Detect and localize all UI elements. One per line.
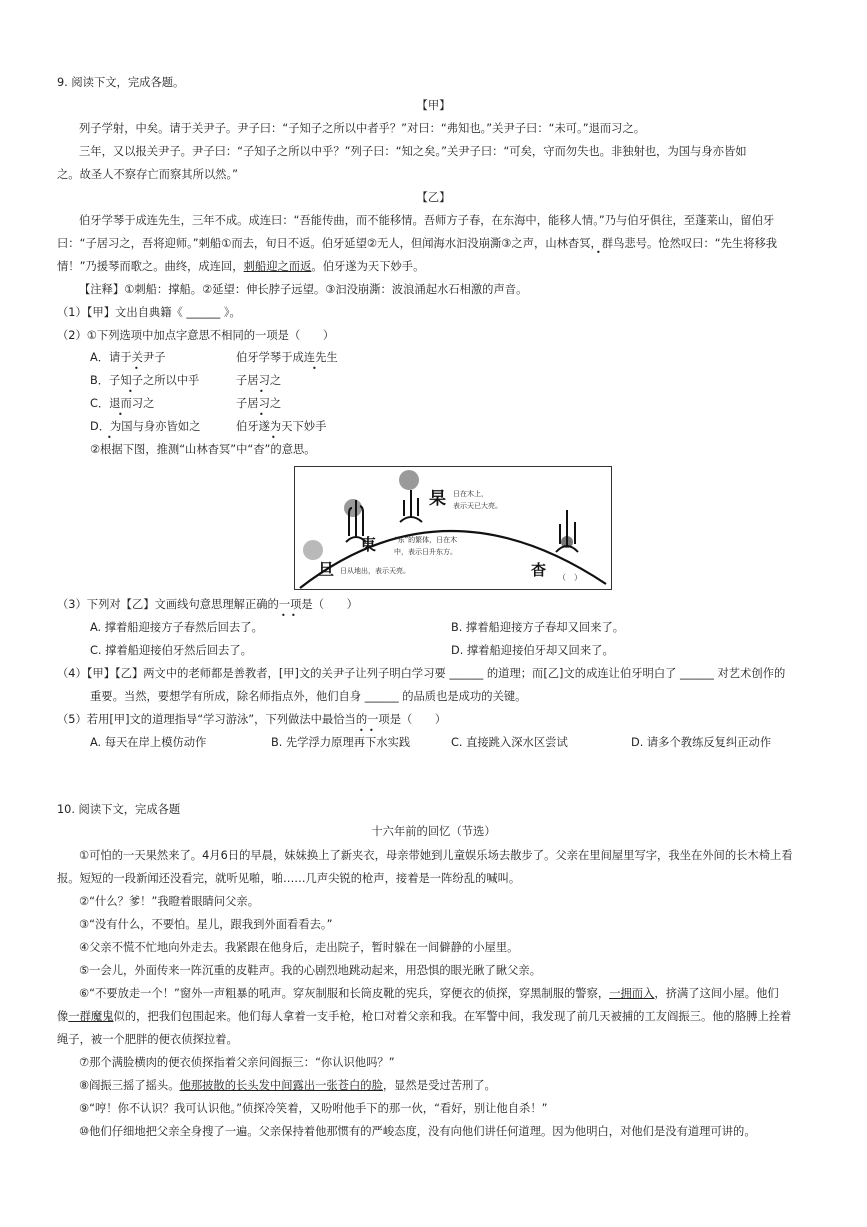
- note-dong-line-2: 中，表示日升东方。: [394, 548, 457, 556]
- p8-start: ⑧阎振三摇了摇头。: [79, 1079, 180, 1092]
- char-dan: 旦: [318, 560, 335, 579]
- q10-paragraph-6-line-2: [57, 1009, 791, 1025]
- q10-paragraph-4: ④父亲不慌不忙地向外走去。我紧跟在他身后，走出院子，暂时躲在一间僻静的小屋里。: [79, 941, 519, 954]
- emphasis-dot: •: [107, 433, 112, 442]
- s3-option-b: B. 撑着船迎接方子春却又回来了。: [451, 621, 625, 634]
- option-c-right: 子居习之: [236, 397, 282, 410]
- char-gao: 杲: [429, 489, 446, 509]
- s3-option-c: C. 撑着船迎接伯牙然后回去了。: [90, 644, 252, 657]
- jia-paragraph-2-line-1: 三年，又以报关尹子。尹子曰：“子知子之所以中乎？”列子曰：“知之矣。”关尹子曰：“可矣，守而勿失也。非独射也，为国与身亦皆如: [79, 145, 747, 158]
- subquestion-1: （1）【甲】文出自典籍《 ______ 》。: [57, 306, 241, 319]
- q10-paragraph-3: ③“没有什么，不要怕。星儿，跟我到外面看看去。”: [79, 918, 333, 931]
- yi-line-2: 曰：“子居习之，吾将迎师。”刺船①而去，旬日不返。伯牙延望②无人，但闻海水汩没崩澌③之声，山林杳冥，群鸟悲号。怆然叹曰：“先生将移我: [57, 237, 778, 250]
- passage-yi-label: 【乙】: [416, 191, 451, 204]
- subquestion-2: （2）①下列选项中加点字意思不相同的一项是（ ）: [57, 329, 335, 342]
- emphasis-dot: •: [291, 611, 296, 620]
- s5-option-a: A. 每天在岸上模仿动作: [90, 736, 207, 749]
- emphasis-dot: •: [312, 364, 317, 373]
- q10-paragraph-6-line-1: [79, 986, 779, 1002]
- q10-paragraph-2: ②“什么？爹！”我瞪着眼睛问父亲。: [79, 895, 259, 908]
- emphasis-dot: •: [359, 726, 364, 735]
- annotation-note: 【注释】①刺船：撑船。②延望：伸长脖子远望。③汩没崩澌：波浪涌起水石相激的声音。: [79, 283, 528, 296]
- subquestion-4-line-2: 重要。当然，要想学有所成，除名师指点外，他们自身 ______ 的品质也是成功的关键。: [90, 690, 527, 703]
- q10-paragraph-9: ⑨“哼！你不认识？我可认识他。”侦探冷笑着，又吩咐他手下的那一伙，“看好，别让他自杀！”: [79, 1102, 548, 1115]
- passage-title: 十六年前的回忆（节选）: [371, 825, 496, 838]
- jia-paragraph-2-line-2: 之。故圣人不察存亡而察其所以然。”: [57, 168, 238, 181]
- emphasis-dot: •: [134, 364, 139, 373]
- emphasis-dot: •: [596, 248, 601, 257]
- q10-paragraph-10: ⑩他们仔细地把父亲全身搜了一遍。父亲保持着他那惯有的严峻态度，没有向他们讲任何道理。因为他明白，对他们是没有道理可讲的。: [79, 1125, 756, 1138]
- character-evolution-figure: [294, 466, 612, 590]
- emphasis-dot: •: [118, 410, 123, 419]
- emphasis-dot: •: [369, 726, 374, 735]
- emphasis-dot: •: [259, 410, 264, 419]
- p6-l1-start: ⑥“不要放走一个！”窗外一声粗暴的吼声。穿灰制服和长筒皮靴的宪兵，穿便衣的侦探，穿黑制服的警察，: [79, 987, 610, 1000]
- emphasis-dot: •: [128, 387, 133, 396]
- char-yao: 杳: [531, 561, 547, 579]
- q10-paragraph-7: ⑦那个满脸横肉的便衣侦探指着父亲问阎振三：“你认识他吗？”: [79, 1056, 395, 1069]
- option-b-right: 子居习之: [236, 374, 282, 387]
- underlined-sentence: 刺船迎之而返: [243, 260, 312, 273]
- yi-line-3-end: 。伯牙遂为天下妙手。: [311, 260, 425, 273]
- q10-paragraph-6-line-3: 绳子，被一个肥胖的便衣侦探拉着。: [57, 1033, 238, 1046]
- note-gao-line-1: 日在木上，: [453, 490, 488, 498]
- sun-rising-icon: [303, 540, 323, 560]
- p6-l2-end: 似的，把我们包围起来。他们每人拿着一支手枪，枪口对着父亲和我。在军警中间，我发现了前几天被捕的工友阎振三。他的胳膊上拴着: [113, 1010, 792, 1023]
- option-a-right: 伯牙学琴于成连先生: [236, 351, 338, 364]
- underlined-phrase: 一群魔鬼: [68, 1010, 114, 1023]
- q10-paragraph-5: ⑤一会儿，外面传来一阵沉重的皮鞋声。我的心剧烈地跳动起来，用恐惧的眼光瞅了瞅父亲。: [79, 964, 542, 977]
- option-c-left: C．退而习之: [90, 397, 155, 410]
- emphasis-dot: •: [281, 611, 286, 620]
- subquestion-3: （3）下列对【乙】文画线句意思理解正确的一项是（ ）: [57, 598, 358, 611]
- emphasis-dot: •: [271, 433, 276, 442]
- subquestion-5: （5）若用[甲]文的道理指导“学习游泳”，下列做法中最恰当的一项是（ ）: [57, 713, 447, 726]
- underlined-sentence: 他那披散的长头发中间露出一张苍白的脸: [179, 1079, 383, 1092]
- option-d-right: 伯牙遂为天下妙手: [236, 420, 327, 433]
- question-10-header: 10. 阅读下文，完成各题: [57, 803, 181, 816]
- s3-option-d: D. 撑着船迎接伯牙却又回来了。: [451, 644, 614, 657]
- q10-paragraph-8: [79, 1078, 496, 1094]
- underlined-phrase: 一拥而入: [609, 987, 655, 1000]
- passage-jia-label: 【甲】: [416, 99, 451, 112]
- subquestion-4-line-1: （4）【甲】【乙】两文中的老师都是善教者，[甲]文的关尹子让列子明白学习要 ______ 的道理；而[乙]文的成连让伯牙明白了 ______ 对艺术创作的: [57, 667, 786, 680]
- p8-end: ，显然是受过苦刑了。: [382, 1079, 496, 1092]
- subquestion-2-part-2: ②根据下图，推测“山林杳冥”中“杳”的意思。: [90, 443, 316, 456]
- s3-option-a: A. 撑着船迎接方子春然后回去了。: [90, 621, 263, 634]
- p6-l1-end: ，挤满了这间小屋。他们: [654, 987, 779, 1000]
- note-yao-blank: （ ）: [558, 573, 582, 582]
- jia-paragraph-1: 列子学射，中矣。请于关尹子。尹子曰：“子知子之所以中者乎？”对曰：“弗知也。”关尹子曰：“未可。”退而习之。: [79, 122, 646, 135]
- option-a-left: A．请于关尹子: [90, 351, 166, 364]
- char-dong: 東: [360, 535, 377, 554]
- option-d-left: D．为国与身亦皆如之: [90, 420, 201, 433]
- q10-paragraph-1-line-2: 报。短短的一段新闻还没看完，就听见啪，啪……几声尖锐的枪声，接着是一阵纷乱的喊叫。: [57, 872, 521, 885]
- yi-line-3: [57, 259, 424, 275]
- s5-option-d: D. 请多个教练反复纠正动作: [631, 736, 772, 749]
- yi-line-3-start: 情！”乃援琴而歌之。曲终，成连回，: [57, 260, 244, 273]
- p6-l2-start: 像: [57, 1010, 69, 1023]
- yi-line-1: 伯牙学琴于成连先生，三年不成。成连曰：“吾能传曲，而不能移情。吾师方子春，在东海中，能移人情。”乃与伯牙俱往，至蓬莱山，留伯牙: [79, 214, 775, 227]
- question-9-header: 9. 阅读下文，完成各题。: [57, 76, 185, 89]
- q10-paragraph-1-line-1: ①可怕的一天果然来了。4月6日的早晨，妹妹换上了新夹衣，母亲带她到儿童娱乐场去散步了。父亲在里间屋里写字，我坐在外间的长木椅上看: [79, 849, 793, 862]
- note-dong-line-1: “东”的繁体，日在木: [394, 536, 458, 544]
- s5-option-c: C. 直接跳入深水区尝试: [451, 736, 568, 749]
- option-b-left: B．子知子之所以中乎: [90, 374, 200, 387]
- emphasis-dot: •: [259, 387, 264, 396]
- note-gao-line-2: 表示天已大亮。: [453, 502, 502, 510]
- s5-option-b: B. 先学浮力原理再下水实践: [271, 736, 411, 749]
- note-dan: 日从地出，表示天亮。: [340, 567, 410, 575]
